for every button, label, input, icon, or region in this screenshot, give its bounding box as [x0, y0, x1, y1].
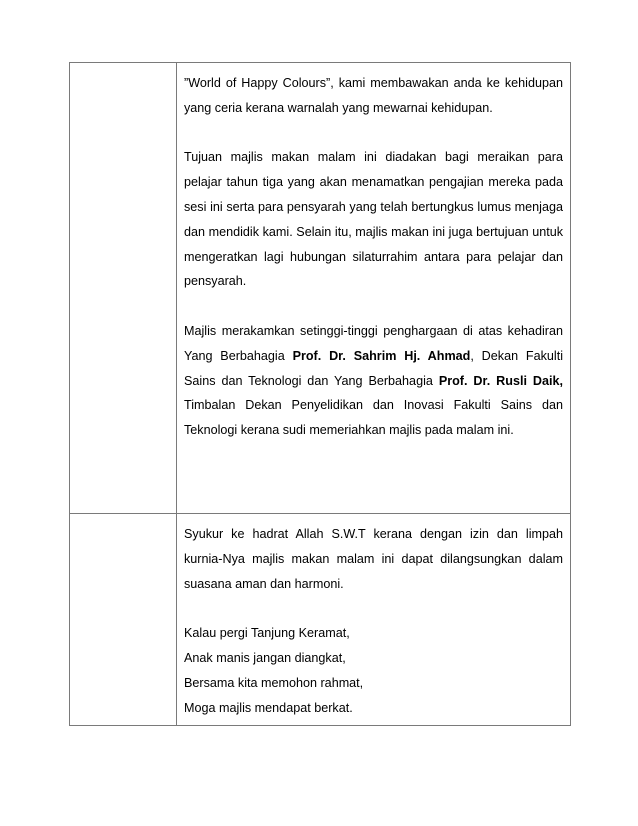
speaker-cell	[70, 514, 177, 726]
pantun-line: Bersama kita memohon rahmat,	[184, 675, 364, 690]
pantun	[184, 621, 563, 720]
speech-cell	[177, 63, 571, 514]
table-row	[70, 63, 571, 514]
paragraph-theme: ”World of Happy Colours”, kami membawakan anda ke kehidupan yang ceria kerana warnalah yang mewarnai kehidupan.	[184, 76, 563, 115]
pantun-line: Kalau pergi Tanjung Keramat,	[184, 626, 350, 641]
pantun-line: Anak manis jangan diangkat,	[184, 650, 346, 665]
paragraph-purpose: Tujuan majlis makan malam ini diadakan bagi meraikan para pelajar tahun tiga yang akan menamatkan pengajian mereka pada sesi ini serta para pensyarah yang telah bertungkus lumus menjaga dan mendidik kami. Selain itu, majlis makan ini juga bertujuan untuk mengeratkan lagi hubungan silaturrahim antara para pelajar dan pensyarah.	[184, 150, 563, 289]
guest-name-dean: Prof. Dr. Sahrim Hj. Ahmad	[292, 348, 471, 363]
table-row	[70, 514, 571, 726]
pantun-line: Moga majlis mendapat berkat.	[184, 700, 353, 715]
paragraph-gratitude: Syukur ke hadrat Allah S.W.T kerana dengan izin dan limpah kurnia-Nya majlis makan malam ini dapat dilangsungkan dalam suasana aman dan harmoni.	[184, 527, 563, 591]
speech-cell	[177, 514, 571, 726]
speaker-cell	[70, 63, 177, 514]
paragraph-appreciation: Majlis merakamkan setinggi-tinggi penghargaan di atas kehadiran Yang Berbahagia Prof. Dr. Sahrim Hj. Ahmad, Dekan Fakulti Sains dan Teknologi dan Yang Berbahagia Prof. Dr. Rusli Daik, Timbalan Dekan Penyelidikan dan Inovasi Fakulti Sains dan Teknologi kerana sudi memeriahkan majlis pada malam ini.	[184, 323, 564, 438]
script-table	[69, 62, 571, 726]
guest-name-deputy-dean: Prof. Dr. Rusli Daik,	[438, 373, 564, 388]
